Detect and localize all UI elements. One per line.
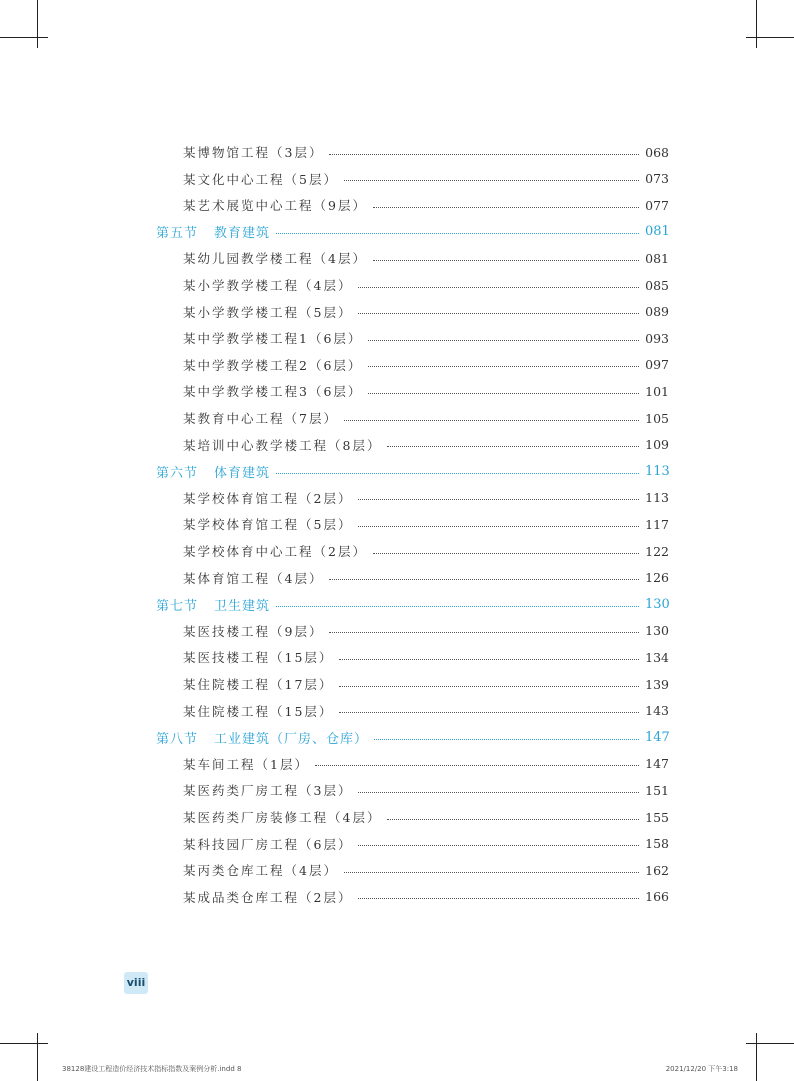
dot-leader [374,739,639,740]
toc-entry-row[interactable] [0,540,794,562]
toc-entry-title: 某学校体育中心工程（2层） [183,544,367,559]
toc-entry-row[interactable] [0,487,794,509]
toc-entry-title: 某成品类仓库工程（2层） [183,889,353,905]
dot-leader [358,287,639,288]
toc-entry-title: 某住院楼工程（17层） [183,677,334,692]
toc-entry-row[interactable] [0,407,794,429]
toc-entry-title: 某博物馆工程（3层） [183,145,324,160]
dot-leader [315,765,639,766]
toc-entry-row[interactable] [0,301,794,323]
toc-page-number: 147 [645,756,669,772]
crop-mark-tl-h [0,37,48,38]
dot-leader [358,898,639,899]
toc-entry-title: 某中学教学楼工程3（6层） [183,384,363,400]
footer-file-info: 38128建设工程造价经济技术指标指数及案例分析.indd 8 [62,1065,242,1073]
dot-leader [373,207,639,208]
toc-section-number: 第五节 [156,226,199,242]
toc-page-number: 151 [645,782,669,798]
dot-leader [358,792,639,793]
dot-leader [329,579,639,580]
toc-entry-title: 某艺术展览中心工程（9层） [183,198,367,214]
toc-entry-row[interactable] [0,700,794,722]
toc-section-row[interactable] [0,726,794,748]
dot-leader [329,632,639,633]
dot-leader [358,526,639,527]
toc-entry-title: 某学校体育馆工程（5层） [183,517,353,533]
dot-leader [387,819,639,820]
toc-section-title [156,462,270,481]
toc-entry-row[interactable] [0,141,794,163]
page-number: viii [124,972,148,994]
toc-section-label: 卫生建筑 [214,598,271,614]
toc-page-number: 139 [645,676,669,692]
toc-section-title [156,728,368,747]
dot-leader [368,393,639,394]
toc-section-title [156,222,270,241]
toc-page-number: 126 [645,570,669,586]
toc-entry-row[interactable] [0,168,794,190]
dot-leader [276,473,639,474]
dot-leader [358,313,639,314]
toc-page-number: 109 [645,437,669,453]
toc-entry-row[interactable] [0,327,794,349]
toc-entry-title: 某住院楼工程（15层） [183,703,334,719]
dot-leader [276,233,639,234]
toc-entry-row[interactable] [0,779,794,801]
toc-entry-row[interactable] [0,194,794,216]
toc-page-number: 117 [645,516,669,532]
toc-entry-title: 某医药类厂房装修工程（4层） [183,810,382,825]
toc-section-label: 工业建筑（厂房、仓库） [214,731,369,747]
toc-page-number: 093 [645,330,669,346]
toc-entry-title: 某文化中心工程（5层） [183,171,338,187]
toc-entry-row[interactable] [0,646,794,668]
toc-entry-title: 某教育中心工程（7层） [183,411,338,426]
dot-leader [358,499,639,500]
toc-entry-row[interactable] [0,806,794,828]
toc-page-number: 143 [645,703,669,719]
toc-section-row[interactable] [0,593,794,615]
toc-page-number: 101 [645,383,669,399]
toc-page-number: 122 [645,543,669,559]
toc-page-number: 158 [645,836,669,852]
toc-entry-title: 某医技楼工程（9层） [183,623,324,639]
toc-section-number: 第七节 [156,598,199,614]
toc-page-number: 105 [645,410,669,426]
toc-entry-row[interactable] [0,274,794,296]
toc-page-number: 166 [645,889,669,905]
toc-page-number: 134 [645,649,669,665]
dot-leader [373,553,639,554]
toc-entry-title: 某小学教学楼工程（5层） [183,304,353,320]
toc-page-number: 147 [645,729,670,745]
toc-entry-title: 某丙类仓库工程（4层） [183,863,338,879]
toc-entry-row[interactable] [0,859,794,881]
dot-leader [358,845,639,846]
crop-mark-tl-v [37,0,38,48]
toc-entry-title: 某科技园厂房工程（6层） [183,836,353,852]
crop-mark-br-v [756,1033,757,1081]
toc-page-number: 162 [645,862,669,878]
toc-page-number: 089 [645,304,669,320]
toc-entry-title: 某中学教学楼工程2（6层） [183,357,363,373]
dot-leader [276,606,639,607]
crop-mark-bl-h [0,1043,48,1044]
toc-entry-row[interactable] [0,380,794,402]
dot-leader [339,712,639,713]
dot-leader [344,420,639,421]
toc-entry-row[interactable] [0,354,794,376]
toc-page-number: 081 [645,250,669,266]
toc-section-label: 教育建筑 [214,226,271,242]
dot-leader [387,446,639,447]
toc-page-number: 073 [645,171,669,187]
crop-mark-br-h [746,1043,794,1044]
toc-entry-row[interactable] [0,567,794,589]
toc-entry-title: 某医药类厂房工程（3层） [183,783,353,799]
toc-entry-title: 某体育馆工程（4层） [183,570,324,586]
toc-entry-row[interactable] [0,753,794,775]
toc-entry-row[interactable] [0,833,794,855]
toc-page-number: 068 [645,144,669,160]
dot-leader [344,180,639,181]
toc-entry-row[interactable] [0,434,794,456]
dot-leader [339,659,639,660]
toc-entry-title: 某车间工程（1层） [183,756,309,772]
toc-page-number: 085 [645,277,669,293]
toc-section-row[interactable] [0,460,794,482]
crop-mark-tr-h [746,37,794,38]
toc-entry-title: 某学校体育馆工程（2层） [183,490,353,506]
toc-entry-row[interactable] [0,673,794,695]
toc-entry-title: 某培训中心教学楼工程（8层） [183,437,382,453]
toc-entry-title: 某小学教学楼工程（4层） [183,278,353,293]
dot-leader [368,366,639,367]
dot-leader [373,260,639,261]
toc-entry-row[interactable] [0,620,794,642]
dot-leader [339,686,639,687]
toc-entry-title: 某医技楼工程（15层） [183,650,334,666]
toc-page-number: 097 [645,357,669,373]
toc-section-title [156,595,270,614]
toc-entry-row[interactable] [0,886,794,908]
toc-page-number: 130 [645,623,669,639]
dot-leader [329,154,639,155]
toc-section-label: 体育建筑 [214,465,271,481]
dot-leader [368,340,639,341]
toc-entry-row[interactable] [0,513,794,535]
toc-entry-title: 某幼儿园教学楼工程（4层） [183,251,367,267]
toc-section-number: 第六节 [156,465,199,481]
toc-section-row[interactable] [0,221,794,243]
toc-entry-title: 某中学教学楼工程1（6层） [183,331,363,347]
toc-page-number: 081 [645,224,670,240]
footer-datetime: 2021/12/20 下午3:18 [665,1065,738,1073]
crop-mark-bl-v [37,1033,38,1081]
toc-entry-row[interactable] [0,247,794,269]
toc-page-number: 155 [645,809,669,825]
toc-page-number: 113 [645,490,669,506]
toc-page-number: 130 [645,596,670,612]
toc-section-number: 第八节 [156,731,199,747]
dot-leader [344,872,639,873]
crop-mark-tr-v [756,0,757,48]
toc-page-number: 077 [645,197,669,213]
toc-page-number: 113 [645,463,670,479]
